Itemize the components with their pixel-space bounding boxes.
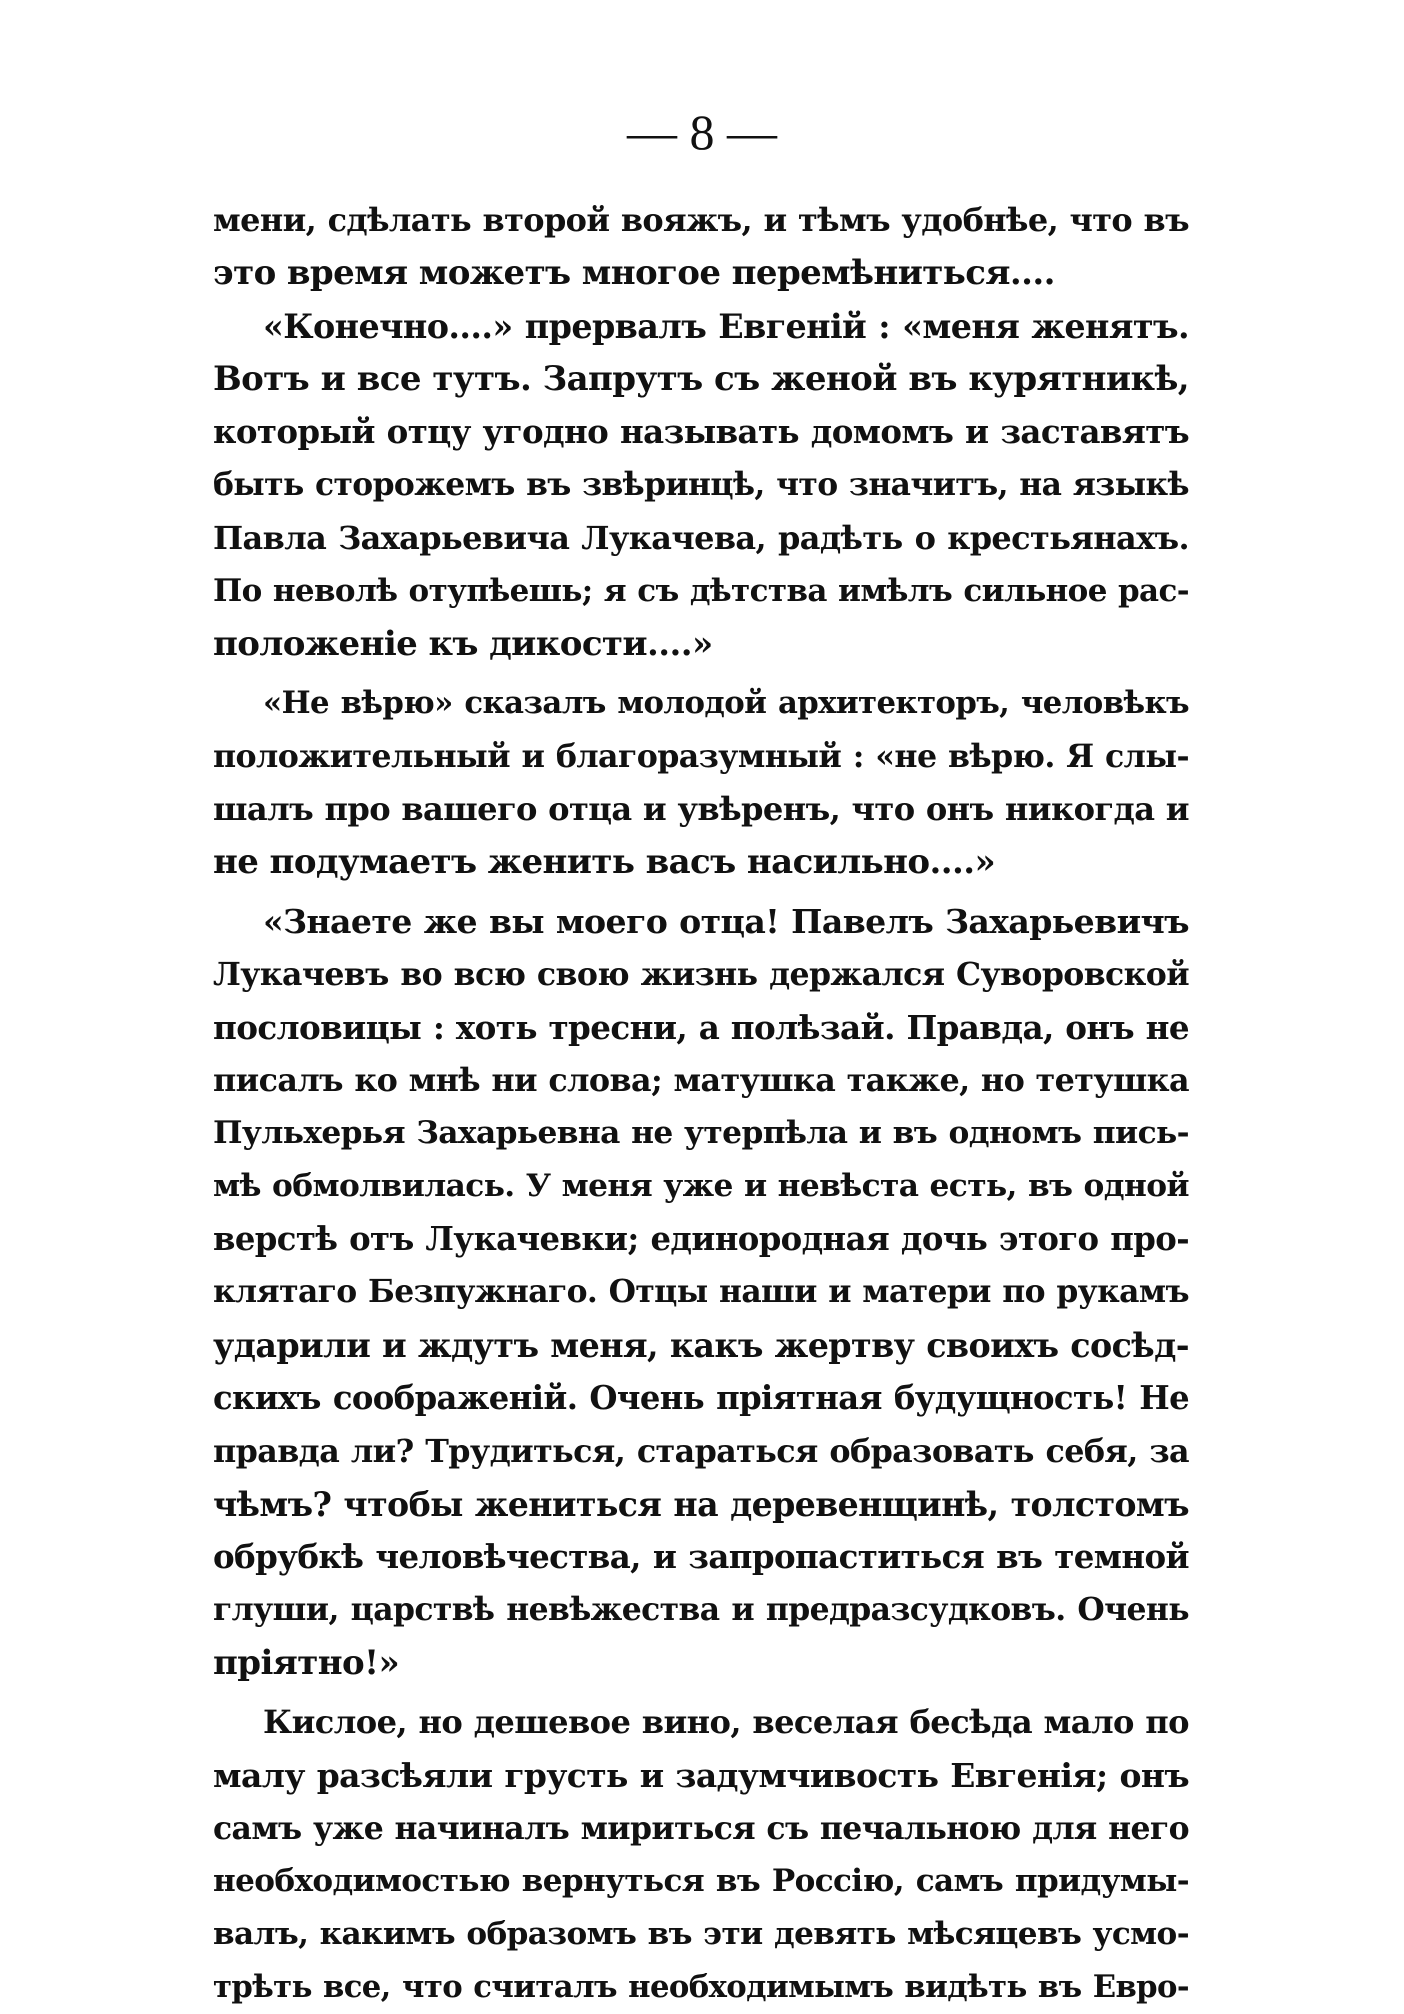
text-line: Пульхерья Захарьевна не утерпѣла и въ одномъ пись- [213,1115,1189,1151]
text-line: валъ, какимъ образомъ въ эти девять мѣсяцевъ усмо- [213,1916,1189,1952]
text-line: чѣмъ? чтобы жениться на деревенщинѣ, толстомъ [213,1485,1189,1524]
text-line: верстѣ отъ Лукачевки; единородная дочь этого про- [213,1220,1189,1258]
text-line: мѣ обмолвилась. У меня уже и невѣста есть, въ одной [213,1168,1189,1204]
text-line: правда ли? Трудиться, стараться образовать себя, за [213,1433,1189,1470]
text-line: Лукачевъ во всю свою жизнь держался Суворовской [213,956,1189,993]
text-line: Вотъ и все тутъ. Запрутъ съ женой въ курятникѣ, [213,359,1189,399]
text-line: трѣть все, что считалъ необходимымъ видѣть въ Евро- [213,1969,1189,2005]
text-line: самъ уже начиналъ мириться съ печальною для него [213,1810,1189,1847]
text-line: «Не вѣрю» сказалъ молодой архитекторъ, человѣкъ [263,685,1189,721]
text-line: Кислое, но дешевое вино, веселая бесѣда мало по [263,1703,1189,1741]
text-line: быть сторожемъ въ звѣринцѣ, что значитъ, на языкѣ [213,467,1189,503]
text-line: который отцу угодно называть домомъ и заставятъ [213,413,1189,451]
text-line: это время можетъ многое перемѣниться.... [213,253,1055,293]
text-line: «Знаете же вы моего отца! Павелъ Захарьевичъ [263,902,1189,941]
text-line: скихъ соображеній. Очень пріятная будущность! Не [213,1379,1189,1417]
text-line: шалъ про вашего отца и увѣренъ, что онъ никогда и [213,790,1189,828]
page-number: — 8 — [627,104,777,160]
text-line: положеніе къ дикости....» [213,624,713,664]
text-line: ударили и ждутъ меня, какъ жертву своихъ сосѣд- [213,1326,1189,1365]
text-line: Павла Захарьевича Лукачева, радѣть о крестьянахъ. [213,519,1189,557]
text-line: пословицы : хоть тресни, а полѣзай. Правда, онъ не [213,1008,1189,1047]
text-line: клятаго Безпужнаго. Отцы наши и матери по рукамъ [213,1274,1189,1310]
text-line: необходимостью вернуться въ Россію, самъ придумы- [213,1863,1189,1899]
text-line: По неволѣ отупѣешь; я съ дѣтства имѣлъ сильное рас- [213,573,1189,609]
text-line: пріятно!» [213,1643,400,1683]
text-line: малу разсѣяли грусть и задумчивость Евгенія; онъ [213,1756,1189,1795]
text-line: мени, сдѣлать второй вояжъ, и тѣмъ удобнѣе, что въ [213,201,1189,239]
text-line: положительный и благоразумный : «не вѣрю. Я слы- [213,738,1189,775]
text-line: «Конечно....» прервалъ Евгеній : «меня женятъ. [263,307,1189,346]
body-text [213,194,1189,2014]
text-line: писалъ ко мнѣ ни слова; матушка также, но тетушка [213,1062,1189,1099]
text-line: не подумаетъ женить васъ насильно....» [213,842,996,882]
text-line: глуши, царствѣ невѣжества и предразсудковъ. Очень [213,1592,1189,1628]
text-line: обрубкѣ человѣчества, и запропаститься въ темной [213,1538,1189,1576]
